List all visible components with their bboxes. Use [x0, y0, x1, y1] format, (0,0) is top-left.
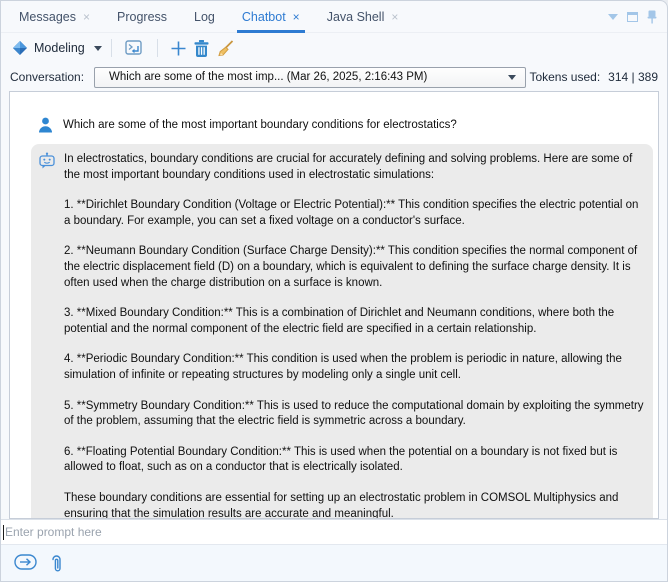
broom-icon	[217, 40, 234, 57]
tab-chatbot[interactable]	[242, 1, 300, 32]
modeling-label: Modeling	[34, 41, 85, 55]
user-message-text: Which are some of the most important boundary conditions for electrostatics?	[63, 119, 457, 131]
prompt-console-icon	[125, 40, 144, 57]
bot-paragraph: 4. **Periodic Boundary Condition:** This condition is used when the problem is periodic in nature, allowing the simulation of infinite or repeating structures by modeling only a single unit cell.	[64, 353, 622, 381]
tab-label: Log	[194, 9, 215, 24]
tab-log[interactable]	[194, 1, 215, 32]
tab-messages[interactable]	[19, 1, 90, 32]
conversation-label: Conversation:	[10, 70, 85, 84]
toolbar-separator	[157, 39, 158, 57]
minimize-panel-icon[interactable]	[608, 14, 618, 20]
insert-prompt-button[interactable]	[125, 40, 144, 57]
new-conversation-button[interactable]	[171, 41, 186, 56]
close-icon[interactable]: ×	[391, 9, 399, 24]
conversation-select[interactable]	[94, 67, 526, 88]
tokens-used-label: Tokens used:	[529, 70, 601, 84]
chevron-down-icon	[508, 75, 516, 80]
close-icon[interactable]: ×	[292, 9, 300, 24]
tokens-used-value: 314 | 389	[608, 70, 658, 84]
chevron-down-icon	[94, 46, 102, 51]
tab-java-shell[interactable]	[327, 1, 399, 32]
chat-history[interactable]	[9, 91, 659, 519]
bot-paragraph: 1. **Dirichlet Boundary Condition (Voltage or Electric Potential):** This condition specifies the electric potential on a boundary. For example, you can set a fixed voltage on a conductor's surface.	[64, 199, 639, 227]
bot-paragraph: 6. **Floating Potential Boundary Condition:** This is used when the potential on a boundary is not fixed but is allowed to float, such as on a conductor that is electrically isolated.	[64, 445, 618, 474]
prompt-action-bar	[1, 545, 667, 581]
maximize-panel-icon[interactable]	[627, 12, 638, 22]
bot-message	[31, 144, 653, 519]
chatbot-toolbar	[1, 33, 667, 63]
tab-label: Chatbot	[241, 9, 286, 24]
plus-icon	[171, 41, 186, 56]
paperclip-icon	[50, 554, 63, 575]
tab-label: Messages	[19, 9, 76, 24]
user-message	[38, 117, 648, 133]
bot-paragraph: 5. **Symmetry Boundary Condition:** This is used to reduce the computational domain by exploiting the symmetry of the problem, assuming that the electric field is symmetric across a boundary.	[64, 399, 644, 428]
prompt-row	[1, 519, 667, 545]
bot-message-text	[64, 152, 644, 519]
delete-conversation-button[interactable]	[194, 40, 209, 57]
bot-paragraph: These boundary conditions are essential for setting up an electrostatic problem in COMSOL Multiphysics and ensuring that the simulation results are accurate and meaningful.	[64, 491, 619, 519]
tab-progress[interactable]	[117, 1, 167, 32]
conversation-row	[1, 63, 667, 91]
tokens-used	[529, 70, 658, 84]
tab-label: Java Shell	[326, 9, 385, 24]
pin-panel-icon[interactable]	[647, 10, 657, 24]
text-cursor	[3, 525, 4, 540]
prompt-input[interactable]	[1, 520, 667, 544]
attach-file-button[interactable]	[50, 554, 63, 575]
tab-bar	[1, 1, 667, 33]
user-avatar-icon	[38, 117, 53, 133]
bot-paragraph: 2. **Neumann Boundary Condition (Surface Charge Density):** This condition specifies the normal component of the electric displacement field (D) on a boundary, which is equivalent to defining the surface charge density. It is often used when the charge distribution on a surface is known.	[64, 245, 638, 289]
panel-window-controls	[608, 10, 657, 24]
chatbot-icon	[38, 152, 56, 170]
bot-paragraph: 3. **Mixed Boundary Condition:** This is a combination of Dirichlet and Neumann conditions, where both the potential and the normal component of the electric field are specified in a certain relationship.	[64, 307, 615, 335]
send-prompt-button[interactable]	[14, 554, 37, 570]
toolbar-separator	[111, 39, 112, 57]
tab-label: Progress	[117, 9, 168, 24]
modeling-diamond-icon	[12, 40, 28, 56]
modeling-mode-button[interactable]	[12, 40, 102, 56]
clear-conversation-button[interactable]	[217, 40, 234, 57]
send-icon	[14, 554, 37, 570]
trash-icon	[194, 40, 209, 57]
conversation-selected-value: Which are some of the most imp... (Mar 26, 2025, 2:16:43 PM)	[109, 71, 428, 83]
close-icon[interactable]: ×	[82, 9, 90, 24]
bot-paragraph: In electrostatics, boundary conditions are crucial for accurately defining and solving problems. Here are some of the most important boundary conditions used in electrostatic simulations:	[64, 153, 633, 181]
